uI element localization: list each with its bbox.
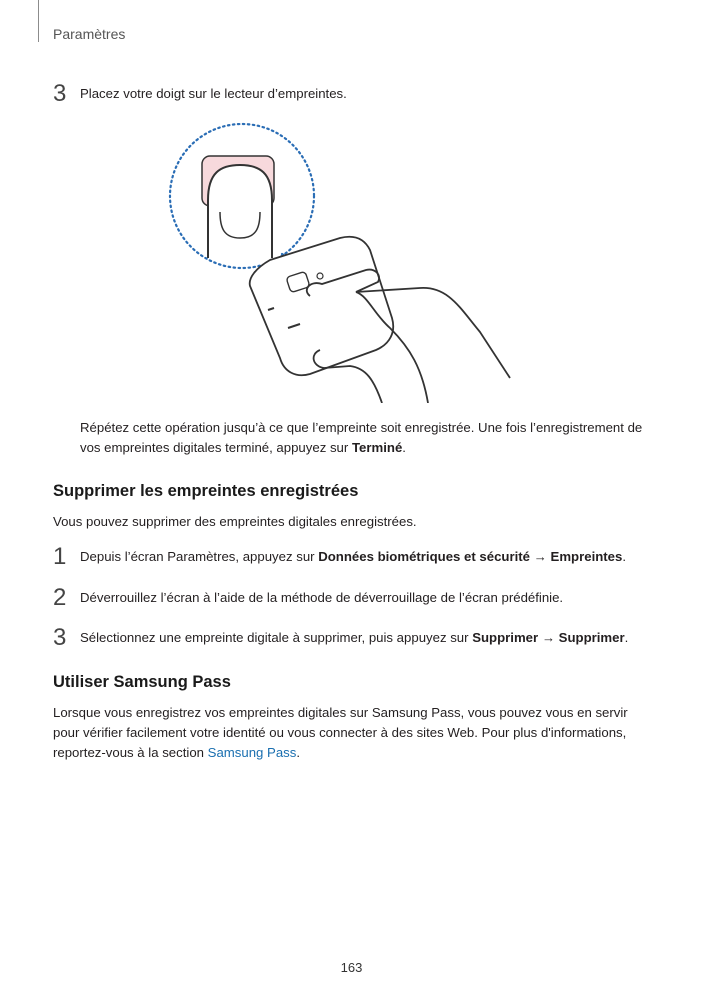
step-number: 3 <box>53 80 67 107</box>
fingerprint-illustration <box>160 118 520 403</box>
samsung-pass-paragraph: Lorsque vous enregistrez vos empreintes digitales sur Samsung Pass, vous pouvez vous en servir pour vérifier facilement votre identité ou vous connecter à des sites Web. Pour plus d'informations, reportez-vous à la section Samsung Pass. <box>53 705 628 760</box>
termine-label: Terminé <box>351 440 403 455</box>
header-rule <box>38 0 39 42</box>
repeat-line-1: Répétez cette opération jusqu’à ce que l’empreinte soit enregistrée. Une fois l’enregistrement de <box>80 420 643 435</box>
step-number: 1 <box>53 543 67 570</box>
step-text: Déverrouillez l’écran à l’aide de la méthode de déverrouillage de l’écran prédéfinie. <box>80 590 564 605</box>
section-title-delete: Supprimer les empreintes enregistrées <box>53 482 359 500</box>
step-number: 2 <box>53 584 67 611</box>
step-text: Placez votre doigt sur le lecteur d’empreintes. <box>80 86 347 101</box>
repeat-paragraph <box>80 418 660 458</box>
section-title-samsung-pass: Utiliser Samsung Pass <box>53 673 231 691</box>
step-number: 3 <box>53 624 67 651</box>
delete-intro: Vous pouvez supprimer des empreintes digitales enregistrées. <box>53 514 417 529</box>
samsung-pass-link[interactable]: Samsung Pass <box>207 745 297 760</box>
section-header: Paramètres <box>53 26 126 42</box>
step-text: Sélectionnez une empreinte digitale à supprimer, puis appuyez sur Supprimer → Supprimer. <box>80 630 629 645</box>
step-text: Depuis l’écran Paramètres, appuyez sur Données biométriques et sécurité → Empreintes. <box>80 549 627 564</box>
repeat-line-2: vos empreintes digitales terminé, appuyez sur Terminé. <box>80 440 406 455</box>
page-number: 163 <box>340 960 363 975</box>
